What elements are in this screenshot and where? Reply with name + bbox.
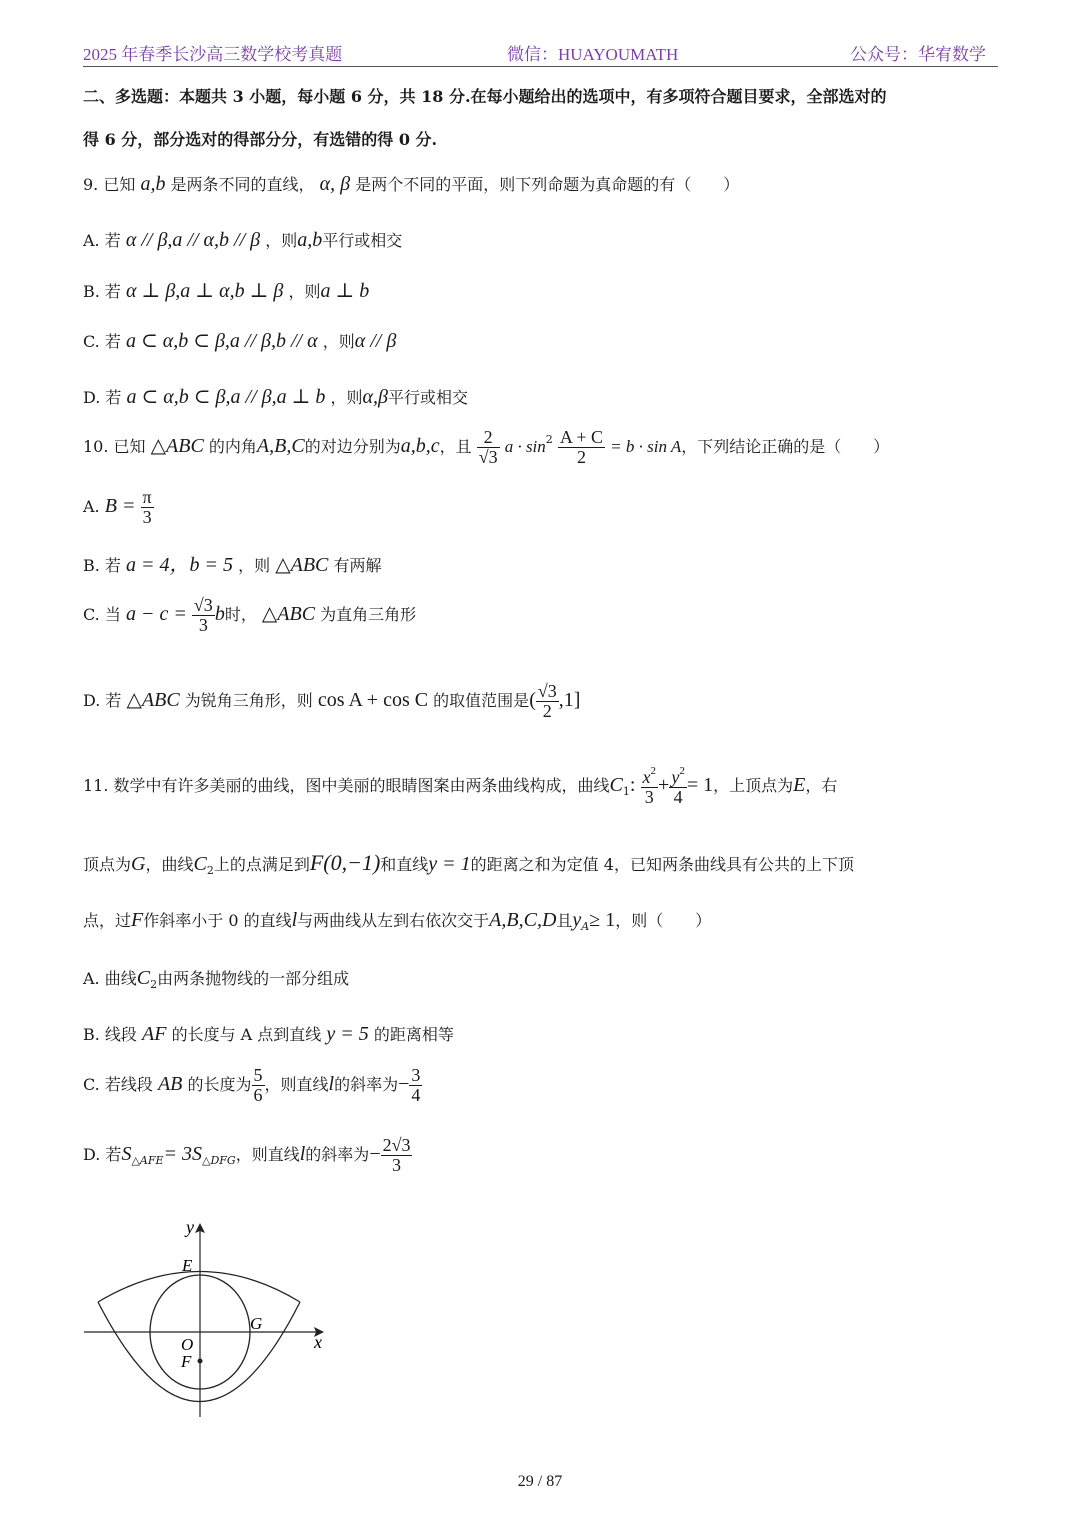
fraction-5-over-6: $\frac{5}{6}$ <box>253 1065 263 1105</box>
question-10-option-b: B. 若 a = 4，b = 5 ，则 △ABC 有两解 <box>83 554 382 576</box>
point-f-label: F <box>181 1352 192 1371</box>
question-11-option-c: C. 若线段 AB 的长度为 $\frac{5}{6}$ ，则直线l的斜率为− $\frac{3}{4}$ <box>83 1065 421 1105</box>
eye-curve-figure <box>80 1215 340 1425</box>
fraction-y2-over-4: $\frac{y^2}{4}$ <box>671 765 685 807</box>
origin-label: O <box>181 1335 194 1354</box>
header-account: 公众号：华宥数学 <box>850 45 986 64</box>
question-9-option-a: A. 若 α // β,a // α,b // β ，则a,b平行或相交 <box>83 229 403 251</box>
question-11-line2: 顶点为G，曲线$C_2$上的点满足到F(0,−1)和直线y = 1的距离之和为定值 4，已知两条曲线具有公共的上下顶 <box>83 850 854 877</box>
header-wechat: 微信：HUAYOUMATH <box>507 45 679 64</box>
question-10-stem: 10. 已知 △ABC 的内角A,B,C的对边分别为a,b,c，且 $\frac{2}{√3}$ $a \cdot \sin^2$ $\frac{A + C}{2}$ = b · sin A，下列结论正确的是（ ） <box>83 427 890 467</box>
question-9-option-c: C. 若 a ⊂ α,b ⊂ β,a // β,b // α ，则α // β <box>83 330 397 352</box>
fraction-2-over-sqrt3: $\frac{2}{√3}$ <box>478 427 498 467</box>
question-10-option-d: D. 若 △ABC 为锐角三角形，则 cos A + cos C 的取值范围是( $\frac{√3}{2}$ ,1] <box>83 681 581 721</box>
point-f <box>198 1359 203 1364</box>
question-11-line3: 点，过F作斜率小于 0 的直线l与两曲线从左到右依次交于A,B,C,D且$y_A\ge 1$，则（ ） <box>83 909 712 933</box>
header-title: 2025 年春季长沙高三数学校考真题 <box>83 45 343 64</box>
question-11-option-a: A. 曲线$C_2$由两条抛物线的一部分组成 <box>83 967 350 991</box>
question-9-stem: 9. 已知 a,b 是两条不同的直线， α, β 是两个不同的平面，则下列命题为真命题的有（ ） <box>83 173 740 195</box>
page-header <box>83 36 998 67</box>
page-number: 29 / 87 <box>517 1473 563 1490</box>
curve-c2-lower <box>98 1302 300 1402</box>
question-9-option-b: B. 若 α ⊥ β,a ⊥ α,b ⊥ β ，则a ⊥ b <box>83 280 370 302</box>
question-11-option-b: B. 线段 AF 的长度与 A 点到直线 y = 5 的距离相等 <box>83 1023 454 1045</box>
question-9-option-d: D. 若 a ⊂ α,b ⊂ β,a // β,a ⊥ b ，则α,β平行或相交 <box>83 386 468 408</box>
fraction-2sqrt3-over-3: $\frac{2√3}{3}$ <box>382 1135 411 1175</box>
question-10-option-c: C. 当 a − c = $\frac{√3}{3}$ b时， △ABC 为直角三角形 <box>83 595 417 635</box>
x-axis-label: x <box>314 1332 322 1352</box>
fraction-sqrt3-over-3: $\frac{√3}{3}$ <box>193 595 213 635</box>
point-e-label: E <box>182 1256 193 1275</box>
fraction-sqrt3-over-2: $\frac{√3}{2}$ <box>537 681 557 721</box>
y-axis-label: y <box>186 1217 194 1237</box>
point-g-label: G <box>250 1314 263 1333</box>
curve-c2-upper <box>98 1272 300 1303</box>
question-10-option-a: A. B = $\frac{\pi}{3}$ <box>83 487 152 527</box>
fraction-x2-over-3: $\frac{x^2}{3}$ <box>642 765 657 807</box>
section-heading-line1: 二、多选题：本题共 3 小题，每小题 6 分，共 18 分.在每小题给出的选项中，有多项符合题目要求，全部选对的 <box>83 87 887 106</box>
question-11-option-d: D. 若$S_{\triangle AFE}= 3S_{\triangle DFG}$，则直线l的斜率为− $\frac{2√3}{3}$ <box>83 1135 411 1175</box>
fraction-3-over-4: $\frac{3}{4}$ <box>411 1065 421 1105</box>
question-11-line1: 11. 数学中有许多美丽的曲线，图中美丽的眼睛图案由两条曲线构成，曲线$C_1$: $\frac{x^2}{3}$ + $\frac{y^2}{4}$ = 1，上顶点为E，右 <box>83 765 838 807</box>
fraction-a-plus-c-over-2: $\frac{A + C}{2}$ <box>559 427 604 467</box>
section-heading-line2: 得 6 分，部分选对的得部分分，有选错的得 0 分. <box>83 130 438 149</box>
fraction-pi-over-3: $\frac{\pi}{3}$ <box>142 487 152 527</box>
